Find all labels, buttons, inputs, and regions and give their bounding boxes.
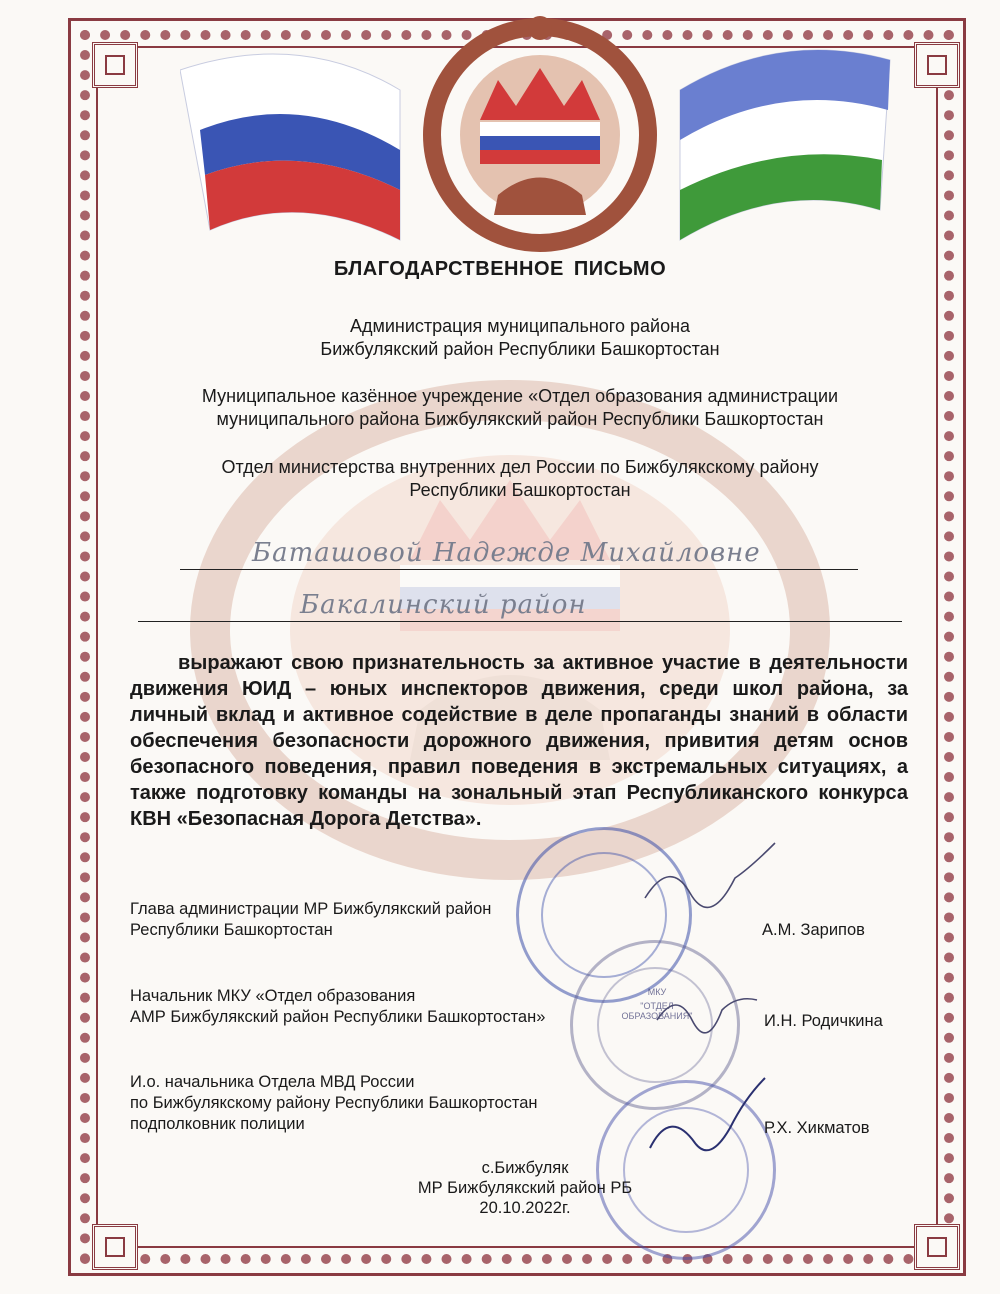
issuer-line: Республики Башкортостан	[409, 480, 631, 500]
issuer-interior-ministry	[120, 456, 920, 502]
issuer-line: Бижбулякский район Республики Башкортостан	[320, 339, 720, 359]
signatory-position: по Бижбулякскому району Республики Башкортостан	[130, 1094, 538, 1112]
signatory-position: Республики Башкортостан	[130, 921, 333, 939]
district-underline	[138, 621, 902, 622]
signatory-head-of-administration	[130, 899, 491, 941]
signatory-name: И.Н. Родичкина	[764, 1012, 883, 1030]
issuer-line: Отдел министерства внутренних дел России по Бижбулякскому району	[221, 457, 819, 477]
signatory-position: Глава администрации МР Бижбулякский район	[130, 900, 492, 918]
document-footer	[0, 1158, 1000, 1218]
signatory-position: подполковник полиции	[130, 1115, 305, 1133]
signature-scribble	[652, 980, 762, 1050]
stamp-label: МКУ	[647, 987, 667, 997]
recipient-name-handwritten: Баташовой Надежде Михайловне	[252, 538, 761, 568]
signatory-head-of-education	[130, 986, 545, 1028]
signatory-name: Р.Х. Хикматов	[764, 1119, 870, 1137]
signature-scribble	[640, 838, 780, 928]
title-word-1: БЛАГОДАРСТВЕННОЕ	[333, 258, 564, 280]
issuer-education-department	[120, 385, 920, 431]
stamp-text: "ОТДЕЛ ОБРАЗОВАНИЯ"	[621, 1001, 693, 1021]
document-title	[0, 258, 1000, 281]
issuer-administration	[120, 315, 920, 361]
gratitude-text: выражают свою признательность за активное участие в деятельности движения ЮИД – юных инспекторов движения, среди школ района, за личный вклад и активное содействие в деле пропаганды знаний в области обеспечения безопасности дорожного движения, привития детям основ безопасного поведения, правил поведения в экстремальных ситуациях, а также подготовку команды на зональный этап Республиканского конкурса КВН «Безопасная Дорога Детства».	[130, 652, 908, 830]
footer-date: 20.10.2022г.	[479, 1199, 571, 1217]
recipient-underline	[180, 569, 858, 570]
issuer-line: Муниципальное казённое учреждение «Отдел образования администрации	[201, 386, 839, 406]
signatory-position: И.о. начальника Отдела МВД России	[130, 1073, 415, 1091]
signatory-position: АМР Бижбулякский район Республики Башкортостан»	[130, 1008, 546, 1026]
issuer-line: муниципального района Бижбулякский район Республики Башкортостан	[216, 409, 824, 429]
signatory-name: А.М. Зарипов	[762, 921, 865, 939]
signatory-position: Начальник МКУ «Отдел образования	[130, 987, 416, 1005]
title-word-2: ПИСЬМО	[573, 258, 667, 280]
district-handwritten: Бакалинский район	[300, 590, 587, 620]
signatory-police-chief	[130, 1072, 538, 1135]
issuer-line: Администрация муниципального района	[349, 316, 691, 336]
footer-place: с.Бижбуляк	[481, 1159, 569, 1177]
footer-district: МР Бижбулякский район РБ	[417, 1179, 633, 1197]
